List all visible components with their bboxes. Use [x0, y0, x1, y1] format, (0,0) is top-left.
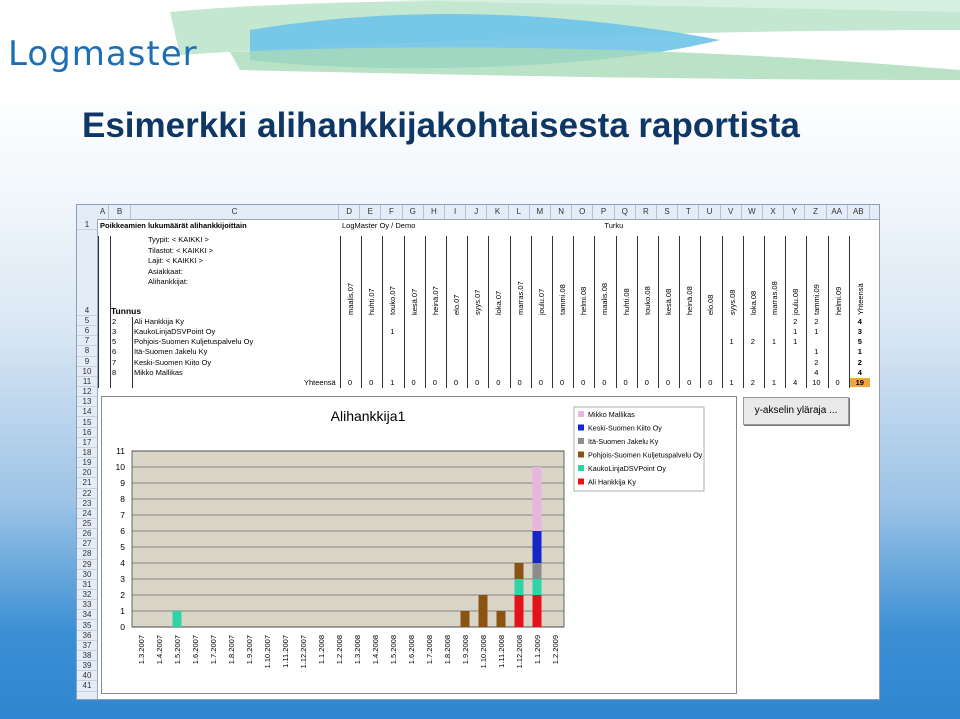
grid-line — [467, 236, 468, 388]
legend-label: Itä-Suomen Jakelu Ky — [588, 437, 659, 446]
legend-swatch — [578, 425, 584, 431]
month-header: helmi.08 — [579, 286, 589, 315]
legend-swatch — [578, 479, 584, 485]
grid-line — [110, 236, 111, 388]
month-header: helmi.09 — [833, 286, 843, 315]
column-header: F — [381, 205, 402, 219]
row-number: 31 — [77, 580, 97, 590]
row-number: 35 — [77, 621, 97, 631]
cell-value: 1 — [771, 337, 777, 347]
column-header: J — [466, 205, 487, 219]
filter-line: Asiakkaat: — [148, 266, 183, 276]
x-tick-label: 1.4.2008 — [371, 635, 380, 665]
legend-label: Mikko Mallikas — [588, 410, 635, 419]
grid-line — [616, 236, 617, 388]
sum-value: 0 — [644, 377, 649, 387]
row-id: 8 — [112, 367, 117, 377]
row-number: 13 — [77, 397, 97, 407]
city-name: Turku — [604, 221, 624, 230]
x-tick-label: 1.9.2007 — [245, 635, 254, 665]
bar-segment — [533, 595, 542, 627]
legend-swatch — [578, 438, 584, 444]
row-number: 5 — [77, 316, 97, 326]
grid-line — [828, 236, 829, 388]
legend-label: KaukoLinjaDSVPoint Oy — [588, 464, 666, 473]
cell-value: 2 — [750, 337, 755, 347]
month-header: syys.08 — [727, 289, 737, 315]
bar-segment — [173, 611, 182, 627]
y-tick-label: 6 — [120, 526, 125, 536]
row-number: 19 — [77, 458, 97, 468]
grid-line — [573, 236, 574, 388]
subcontractor-name: Pohjois-Suomen Kuljetuspalvelu Oy — [134, 337, 254, 347]
grid-line — [658, 236, 659, 388]
row-number: 16 — [77, 428, 97, 438]
grid-line — [700, 236, 701, 388]
row-number: 39 — [77, 661, 97, 671]
stacked-bar-chart — [101, 396, 737, 694]
month-header: elo.08 — [706, 294, 716, 315]
y-tick-label: 5 — [120, 542, 125, 552]
month-header: marras.07 — [515, 281, 525, 315]
x-tick-label: 1.9.2008 — [461, 635, 470, 665]
month-header: elo.07 — [452, 294, 461, 315]
row-number: 4 — [77, 230, 97, 316]
sum-value: 1 — [729, 377, 734, 387]
cell-value: 1 — [814, 327, 819, 337]
row-total: 4 — [857, 367, 862, 377]
cell-value: 1 — [390, 327, 395, 337]
column-header: W — [742, 205, 763, 219]
row-id: 3 — [112, 327, 117, 337]
column-header: L — [509, 205, 530, 219]
row-total: 4 — [857, 317, 862, 326]
bar-segment — [515, 579, 524, 595]
cell-value: 4 — [814, 367, 819, 377]
sum-value: 0 — [602, 377, 607, 387]
row-number: 36 — [77, 631, 97, 641]
month-header: huhti.07 — [367, 288, 377, 315]
sum-value: 0 — [496, 377, 501, 387]
grid-line — [552, 236, 553, 388]
sum-value: 0 — [369, 377, 374, 387]
chart-title: Alihankkija1 — [330, 408, 406, 424]
cell-value: 1 — [814, 347, 819, 357]
sum-value: 0 — [432, 377, 437, 387]
column-header: S — [657, 205, 678, 219]
column-header: AB — [848, 205, 870, 219]
column-header: P — [593, 205, 614, 219]
column-header: G — [403, 205, 424, 219]
grid-line — [679, 236, 680, 388]
x-tick-label: 1.7.2007 — [209, 635, 218, 665]
column-header: R — [636, 205, 657, 219]
month-header: syys.07 — [473, 289, 483, 315]
month-header: tammi.09 — [812, 284, 822, 315]
column-header: T — [678, 205, 699, 219]
filter-line: Alihankkijat: — [148, 277, 189, 286]
bar-segment — [515, 595, 524, 627]
x-tick-label: 1.10.2007 — [263, 635, 272, 669]
x-tick-label: 1.8.2008 — [443, 635, 452, 665]
sum-value: 1 — [771, 377, 777, 387]
sum-value: 0 — [623, 377, 628, 387]
row-number: 24 — [77, 509, 97, 519]
row-total: 3 — [857, 327, 862, 337]
row-total: 2 — [857, 357, 862, 367]
row-number: 28 — [77, 549, 97, 559]
row-number: 30 — [77, 570, 97, 580]
sum-value: 0 — [687, 377, 692, 387]
x-tick-label: 1.11.2008 — [497, 635, 506, 668]
x-tick-label: 1.12.2007 — [299, 635, 308, 669]
x-tick-label: 1.7.2008 — [425, 635, 434, 665]
legend-label: Ali Hankkija Ky — [588, 477, 636, 487]
tunnus-label: Tunnus — [111, 306, 142, 316]
month-header: touko.07 — [388, 286, 398, 315]
subcontractor-name: Keski-Suomen Kiito Oy — [134, 357, 212, 367]
grid-line — [637, 236, 638, 388]
month-header: kesä.07 — [409, 288, 419, 315]
row-total: 5 — [857, 337, 862, 347]
month-header: maalis.07 — [346, 282, 355, 315]
bar-segment — [533, 563, 542, 579]
grid-line — [743, 236, 744, 388]
row-total: 1 — [857, 347, 862, 357]
sum-value: 0 — [665, 377, 671, 387]
subcontractor-name: Itä-Suomen Jakelu Ky — [134, 347, 208, 357]
grid-line — [404, 236, 405, 388]
column-header: Y — [784, 205, 805, 219]
sum-value: 0 — [835, 377, 840, 387]
row-number: 17 — [77, 438, 97, 448]
month-header: touko.08 — [642, 286, 652, 315]
row-number: 10 — [77, 367, 97, 377]
sum-value: 0 — [538, 377, 543, 387]
grid-line — [382, 236, 383, 388]
row-number: 32 — [77, 590, 97, 600]
grid-line — [531, 236, 532, 388]
x-tick-label: 1.11.2007 — [281, 635, 290, 668]
slide-title: Esimerkki alihankkijakohtaisesta raportista — [82, 106, 800, 145]
grid-line — [806, 236, 807, 388]
x-tick-label: 1.6.2007 — [191, 635, 200, 665]
legend-label: Pohjois-Suomen Kuljetuspalvelu Oy — [588, 450, 703, 460]
row-id: 5 — [112, 337, 117, 347]
cell-value: 2 — [814, 357, 819, 367]
x-tick-label: 1.2.2008 — [335, 635, 344, 665]
column-header: K — [487, 205, 508, 219]
grid-line — [510, 236, 511, 388]
row-number: 9 — [77, 357, 97, 367]
column-header: H — [424, 205, 445, 219]
row-number: 26 — [77, 529, 97, 539]
sum-value: 0 — [559, 377, 565, 387]
x-tick-label: 1.12.2008 — [515, 635, 524, 669]
column-header: M — [530, 205, 551, 219]
x-tick-label: 1.3.2007 — [137, 635, 146, 665]
row-number: 8 — [77, 346, 97, 356]
x-tick-label: 1.5.2007 — [173, 635, 182, 665]
grid-line — [722, 236, 723, 388]
row-number: 40 — [77, 671, 97, 681]
x-tick-label: 1.4.2007 — [155, 635, 164, 665]
sum-label: Yhteensä — [304, 377, 336, 387]
sum-value: 0 — [453, 377, 459, 387]
column-header: X — [763, 205, 784, 219]
legend-swatch — [578, 465, 584, 471]
row-number: 23 — [77, 499, 97, 509]
sum-value: 4 — [793, 377, 798, 387]
month-header: heinä.07 — [430, 286, 440, 315]
column-header: V — [721, 205, 742, 219]
x-tick-label: 1.1.2009 — [533, 635, 542, 665]
grid-line — [764, 236, 765, 388]
month-header: kesä.08 — [664, 288, 673, 315]
month-header: marras.08 — [770, 281, 779, 315]
grand-total: 19 — [850, 378, 870, 387]
sum-value: 0 — [581, 377, 586, 387]
y-tick-label: 11 — [116, 446, 125, 456]
sum-value: 0 — [347, 377, 353, 387]
column-header: Q — [615, 205, 636, 219]
x-tick-label: 1.3.2008 — [353, 635, 362, 665]
row-number: 33 — [77, 600, 97, 610]
y-tick-label: 1 — [120, 606, 125, 616]
cell-value: 1 — [793, 337, 798, 347]
subcontractor-name: Mikko Mallikas — [134, 367, 183, 377]
row-number: 25 — [77, 519, 97, 529]
bar-segment — [497, 611, 506, 627]
month-header: tammi.08 — [558, 284, 567, 315]
column-header: D — [339, 205, 360, 219]
x-tick-label: 1.2.2009 — [551, 635, 560, 665]
column-header: E — [360, 205, 381, 219]
x-tick-label: 1.8.2007 — [227, 635, 236, 665]
column-header-bar — [77, 205, 879, 220]
row-number: 29 — [77, 560, 97, 570]
sheet-heading: Poikkeamien lukumäärät alihankkijoittain — [100, 221, 247, 230]
y-tick-label: 4 — [120, 558, 125, 568]
chart-canvas — [102, 397, 736, 693]
month-header: loka.07 — [494, 290, 504, 315]
grid-line — [594, 236, 595, 388]
sum-value: 0 — [411, 377, 416, 387]
row-number: 20 — [77, 468, 97, 478]
row-number: 37 — [77, 641, 97, 651]
row-number: 11 — [77, 377, 97, 387]
row-id: 6 — [112, 347, 117, 357]
grid-line — [98, 236, 99, 388]
sum-value: 1 — [390, 377, 395, 387]
row-number: 41 — [77, 681, 97, 691]
row-number: 38 — [77, 651, 97, 661]
x-tick-label: 1.6.2008 — [407, 635, 416, 665]
column-header: I — [445, 205, 466, 219]
y-tick-label: 0 — [120, 622, 125, 632]
y-tick-label: 9 — [120, 478, 125, 488]
column-header: N — [551, 205, 572, 219]
grid-line — [132, 317, 133, 388]
bar-segment — [533, 579, 542, 595]
legend-swatch — [578, 411, 584, 417]
row-number: 18 — [77, 448, 97, 458]
row-id: 7 — [112, 357, 117, 367]
month-header: loka.08 — [748, 290, 758, 315]
subcontractor-name: Ali Hankkija Ky — [134, 317, 185, 326]
filter-line: Lajit: < KAIKKI > — [148, 256, 204, 265]
y-tick-label: 7 — [120, 510, 125, 520]
row-number: 21 — [77, 478, 97, 488]
y-axis-max-button[interactable]: y-akselin yläraja ... — [743, 397, 849, 425]
sum-value: 0 — [517, 377, 522, 387]
cell-value: 2 — [814, 317, 819, 326]
cell-value: 1 — [729, 337, 734, 347]
bar-segment — [533, 531, 542, 563]
row-number: 1 — [77, 219, 97, 230]
grid-line — [425, 236, 426, 388]
subcontractor-name: KaukoLinjaDSVPoint Oy — [134, 327, 216, 337]
month-header: maalis.08 — [600, 282, 610, 315]
filter-line: Tyypit: < KAIKKI > — [148, 235, 209, 244]
y-tick-label: 3 — [120, 574, 125, 584]
bar-segment — [533, 467, 542, 531]
y-tick-label: 8 — [120, 494, 125, 504]
row-number: 15 — [77, 418, 97, 428]
sum-value: 0 — [708, 377, 713, 387]
y-tick-label: 2 — [120, 590, 125, 600]
grid-line — [446, 236, 447, 388]
sum-value: 0 — [475, 377, 480, 387]
plot-area — [132, 451, 564, 627]
month-header: heinä.08 — [685, 286, 695, 315]
month-header: joulu.08 — [791, 288, 801, 315]
total-header: Yhteensä — [855, 283, 865, 315]
column-header: Z — [805, 205, 826, 219]
row-header-bar — [77, 219, 98, 699]
legend-swatch — [578, 452, 584, 458]
row-id: 2 — [112, 317, 117, 326]
column-header: O — [572, 205, 593, 219]
filter-line: Tilastot: < KAIKKI > — [148, 245, 214, 255]
grid-line — [849, 236, 850, 388]
logmaster-logo: Logmaster — [8, 34, 198, 74]
legend-label: Keski-Suomen Kiito Oy — [588, 423, 662, 433]
column-header: B — [109, 205, 131, 219]
grid-line — [488, 236, 489, 388]
sum-value: 10 — [812, 377, 821, 387]
row-number: 12 — [77, 387, 97, 397]
column-header: C — [131, 205, 339, 219]
row-number: 27 — [77, 539, 97, 549]
month-header: huhti.08 — [621, 288, 631, 315]
x-tick-label: 1.1.2008 — [317, 635, 326, 665]
month-header: joulu.07 — [536, 288, 546, 315]
row-number: 14 — [77, 407, 97, 417]
row-number: 6 — [77, 326, 97, 336]
cell-value: 1 — [793, 327, 798, 337]
bar-segment — [461, 611, 470, 627]
column-header: A — [97, 205, 109, 219]
column-header: AA — [827, 205, 848, 219]
y-tick-label: 10 — [115, 462, 125, 472]
x-tick-label: 1.10.2008 — [479, 635, 488, 669]
grid-line — [340, 236, 341, 388]
row-number: 34 — [77, 610, 97, 620]
row-number: 7 — [77, 336, 97, 346]
row-number: 22 — [77, 489, 97, 499]
bar-segment — [515, 563, 524, 579]
bar-segment — [479, 595, 488, 627]
sum-value: 2 — [750, 377, 755, 387]
x-tick-label: 1.5.2008 — [389, 635, 398, 665]
grid-line — [361, 236, 362, 388]
column-header: U — [699, 205, 720, 219]
cell-value: 2 — [793, 317, 798, 326]
grid-line — [785, 236, 786, 388]
company-name: LogMaster Oy / Demo — [342, 221, 416, 230]
